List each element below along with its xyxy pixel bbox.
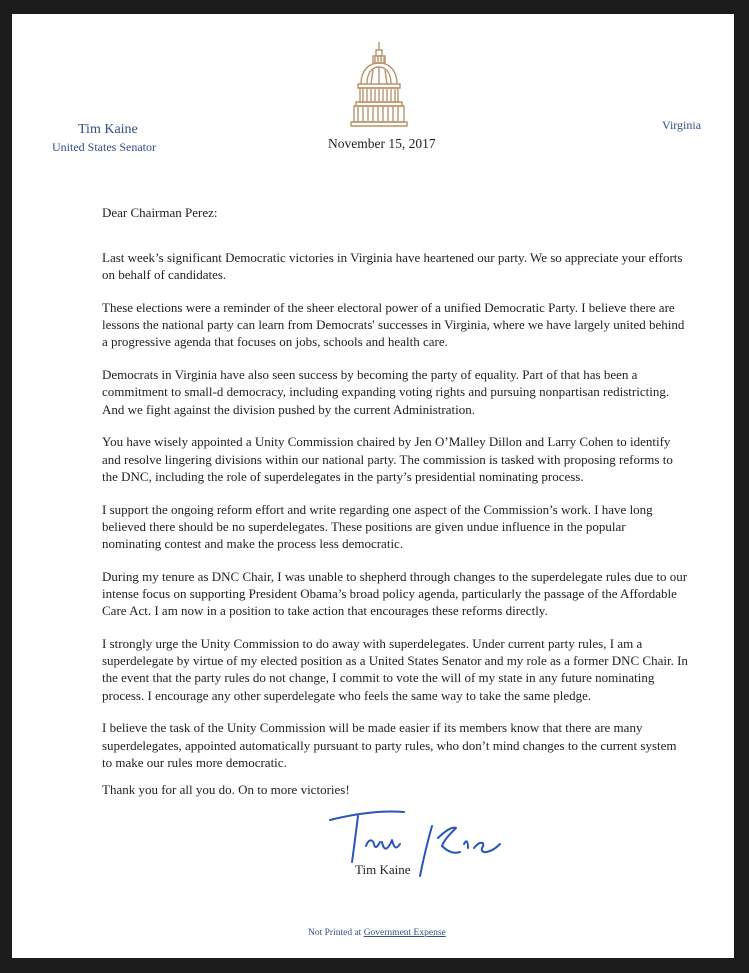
footer-underlined: Government Expense <box>363 928 446 938</box>
sender-state: Virginia <box>662 118 702 132</box>
paragraph: I believe the task of the Unity Commission will be made easier if its members know that there are many superdelegates, appointed automatically pursuant to party rules, who don’t mind changes to the current system to make our rules more democratic. <box>102 720 677 770</box>
paragraph: Last week’s significant Democratic victories in Virginia have heartened our party. We so appreciate your efforts on behalf of candidates. <box>102 250 683 283</box>
signer-name: Tim Kaine <box>355 862 411 877</box>
capitol-dome-icon <box>347 40 411 132</box>
letter-page <box>12 14 734 958</box>
footer-note <box>308 928 446 938</box>
sender-title: United States Senator <box>52 140 156 154</box>
letter-body <box>102 249 688 787</box>
paragraph: Democrats in Virginia have also seen success by becoming the party of equality. Part of that has been a commitment to small-d democracy, including expanding voting rights and pursuing nonpartisan redistricting. And we fight against the division pushed by the current Administration. <box>102 367 670 417</box>
sender-name: Tim Kaine <box>78 122 138 137</box>
salutation: Dear Chairman Perez: <box>102 205 218 220</box>
letter-date: November 15, 2017 <box>328 136 436 151</box>
paragraph: I support the ongoing reform effort and write regarding one aspect of the Commission’s work. I have long believed there should be no superdelegates. These positions are given undue influence in the popular nominating contest and make the process less democratic. <box>102 501 653 552</box>
paragraph: You have wisely appointed a Unity Commission chaired by Jen O’Malley Dillon and Larry Cohen to identify and resolve lingering divisions within our national party. The commission is tasked with proposing reforms to the DNC, including the role of superdelegates in the party’s presidential nominating process. <box>102 434 673 484</box>
paragraph: I strongly urge the Unity Commission to do away with superdelegates. Under current party rules, I am a superdelegate by virtue of my elected position as a United States Senator and my role as a former DNC Chair. In the event that the party rules do not change, I commit to vote the will of my state in any future nominating process. I encourage any other superdelegate who feels the same way to take the same pledge. <box>102 636 688 703</box>
footer-prefix: Not Printed at <box>308 928 364 938</box>
paragraph: During my tenure as DNC Chair, I was unable to shepherd through changes to the superdelegate rules due to our intense focus on supporting President Obama’s broad policy agenda, particularly the passage of the Affordable Care Act. I am now in a position to take action that encourages these reforms directly. <box>102 568 688 619</box>
closing-line: Thank you for all you do. On to more victories! <box>102 782 350 797</box>
paragraph: These elections were a reminder of the sheer electoral power of a unified Democratic Party. I believe there are lessons the national party can learn from Democrats' successes in Virginia, where we have largely united behind a progressive agenda that focuses on jobs, schools and health care. <box>102 300 685 350</box>
handwritten-signature-icon <box>324 804 514 884</box>
